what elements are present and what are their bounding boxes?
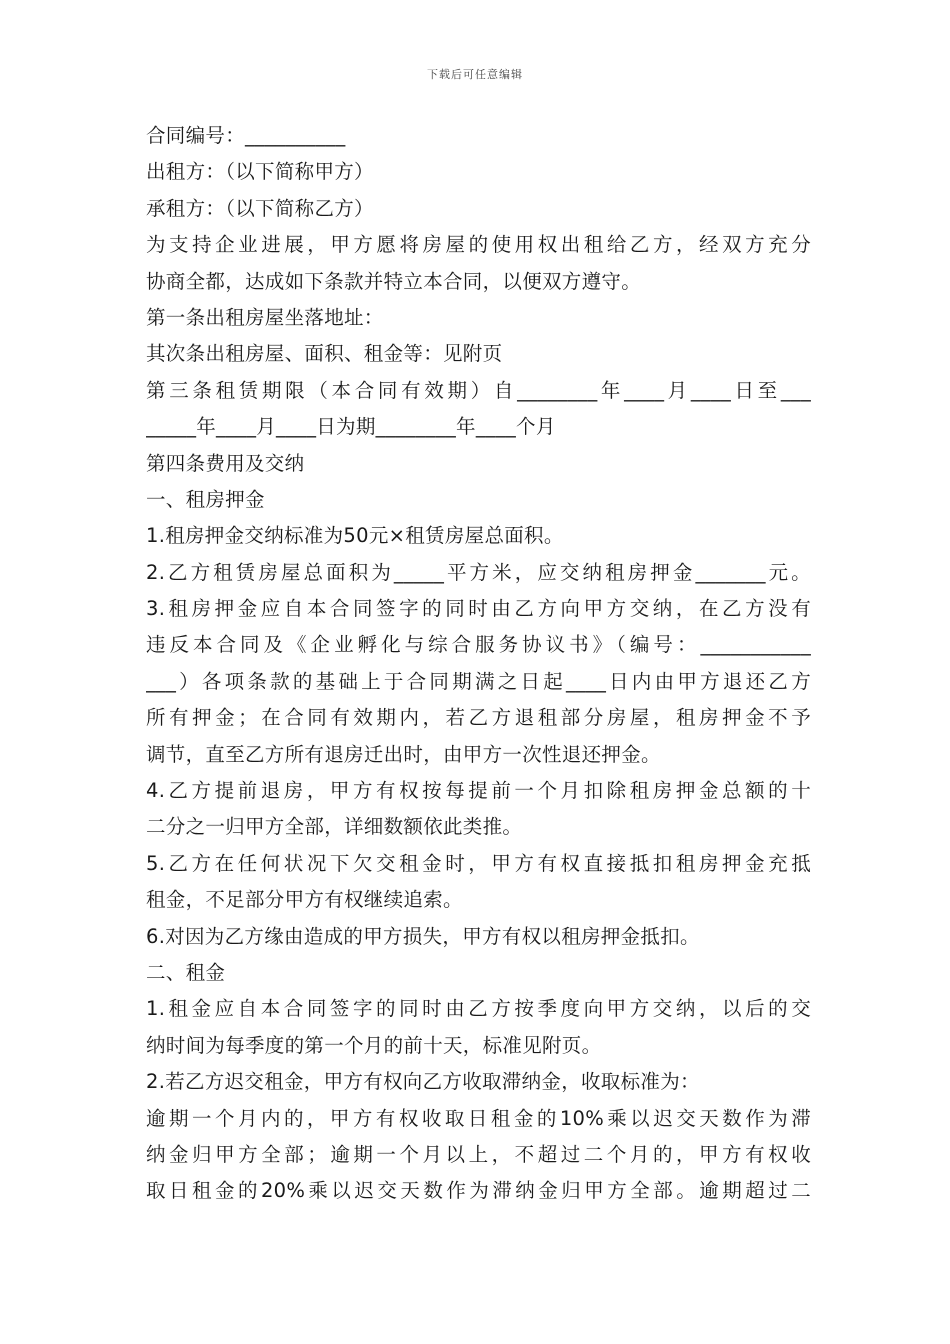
text-line: 2.若乙方迟交租金，甲方有权向乙方收取滞纳金，收取标准为： (146, 1070, 700, 1094)
text-line: 纳时间为每季度的第一个月的前十天，标准见附页。 (146, 1033, 602, 1057)
text-line: 出租方：（以下简称甲方） (146, 160, 374, 184)
text-line: 违反本合同及《企业孵化与综合服务协议书》（编号：___________ (146, 633, 811, 657)
text-line: 取日租金的20%乘以迟交天数作为滞纳金归甲方全部。逾期超过二 (146, 1179, 811, 1203)
text-line: 承租方：（以下简称乙方） (146, 196, 374, 220)
text-line: 第四条费用及交纳 (146, 451, 305, 475)
header-note: 下载后可任意编辑 (427, 68, 523, 81)
text-line: 合同编号：__________ (146, 124, 346, 147)
text-line: 6.对因为乙方缘由造成的甲方损失，甲方有权以租房押金抵扣。 (146, 924, 700, 948)
text-line: 其次条出租房屋、面积、租金等：见附页 (146, 342, 503, 366)
text-line: _____年____月____日为期________年____个月 (146, 415, 556, 439)
text-line: 调节，直至乙方所有退房迁出时，由甲方一次性退还押金。 (146, 742, 661, 766)
text-line: 为支持企业进展，甲方愿将房屋的使用权出租给乙方，经双方充分 (146, 233, 811, 257)
text-line: 第三条租赁期限（本合同有效期）自________年____月____日至___ (146, 378, 811, 402)
text-line: 4.乙方提前退房，甲方有权按每提前一个月扣除租房押金总额的十 (146, 779, 811, 803)
text-line: 3.租房押金应自本合同签字的同时由乙方向甲方交纳，在乙方没有 (146, 597, 811, 621)
text-line: 5.乙方在任何状况下欠交租金时，甲方有权直接抵扣租房押金充抵 (146, 851, 811, 875)
text-line: 二分之一归甲方全部，详细数额依此类推。 (146, 815, 523, 839)
text-line: 第一条出租房屋坐落地址： (146, 305, 384, 329)
text-line: 逾期一个月内的，甲方有权收取日租金的10%乘以迟交天数作为滞 (146, 1106, 811, 1130)
text-line: 所有押金；在合同有效期内，若乙方退租部分房屋，租房押金不予 (146, 706, 811, 730)
text-line: ___）各项条款的基础上于合同期满之日起____日内由甲方退还乙方 (146, 669, 811, 693)
text-line: 1.租房押金交纳标准为50元×租赁房屋总面积。 (146, 524, 564, 548)
text-line: 1.租金应自本合同签字的同时由乙方按季度向甲方交纳，以后的交 (146, 997, 811, 1021)
text-line: 协商全都，达成如下条款并特立本合同，以便双方遵守。 (146, 269, 642, 293)
text-line: 纳金归甲方全部；逾期一个月以上，不超过二个月的，甲方有权收 (146, 1142, 811, 1166)
document-body (146, 118, 811, 1210)
text-line: 租金，不足部分甲方有权继续追索。 (146, 888, 463, 912)
text-line: 2.乙方租赁房屋总面积为_____平方米，应交纳租房押金_______元。 (146, 560, 811, 584)
text-line: 一、租房押金 (146, 487, 265, 511)
text-line: 二、租金 (146, 960, 226, 984)
